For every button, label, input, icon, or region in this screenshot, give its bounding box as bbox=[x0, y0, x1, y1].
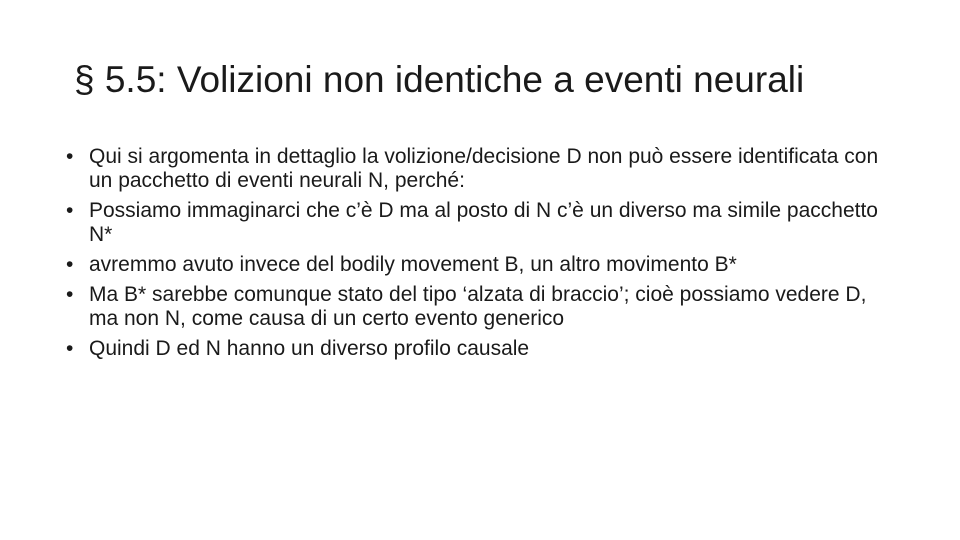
bullet-text: Qui si argomenta in dettaglio la volizione/decisione D non può essere identificata con un pacchetto di eventi neurali N, perché: bbox=[89, 145, 879, 192]
bullet-text: avremmo avuto invece del bodily movement B, un altro movimento B* bbox=[89, 253, 737, 276]
bullet-dot-icon: • bbox=[66, 283, 74, 306]
bullet-item bbox=[66, 145, 896, 193]
bullet-dot-icon: • bbox=[66, 253, 74, 276]
bullet-list bbox=[66, 145, 896, 367]
bullet-text: Quindi D ed N hanno un diverso profilo causale bbox=[89, 337, 530, 360]
bullet-dot-icon: • bbox=[66, 337, 74, 360]
slide-title: § 5.5: Volizioni non identiche a eventi neurali bbox=[74, 59, 805, 100]
bullet-item bbox=[66, 337, 896, 361]
bullet-item bbox=[66, 283, 896, 331]
bullet-text: Ma B* sarebbe comunque stato del tipo ‘alzata di braccio’; cioè possiamo vedere D, ma non N, come causa di un certo evento generico bbox=[89, 283, 867, 330]
bullet-item bbox=[66, 253, 896, 277]
bullet-item bbox=[66, 199, 896, 247]
bullet-dot-icon: • bbox=[66, 199, 74, 222]
bullet-dot-icon: • bbox=[66, 145, 74, 168]
bullet-text: Possiamo immaginarci che c’è D ma al posto di N c’è un diverso ma simile pacchetto N* bbox=[89, 199, 878, 246]
